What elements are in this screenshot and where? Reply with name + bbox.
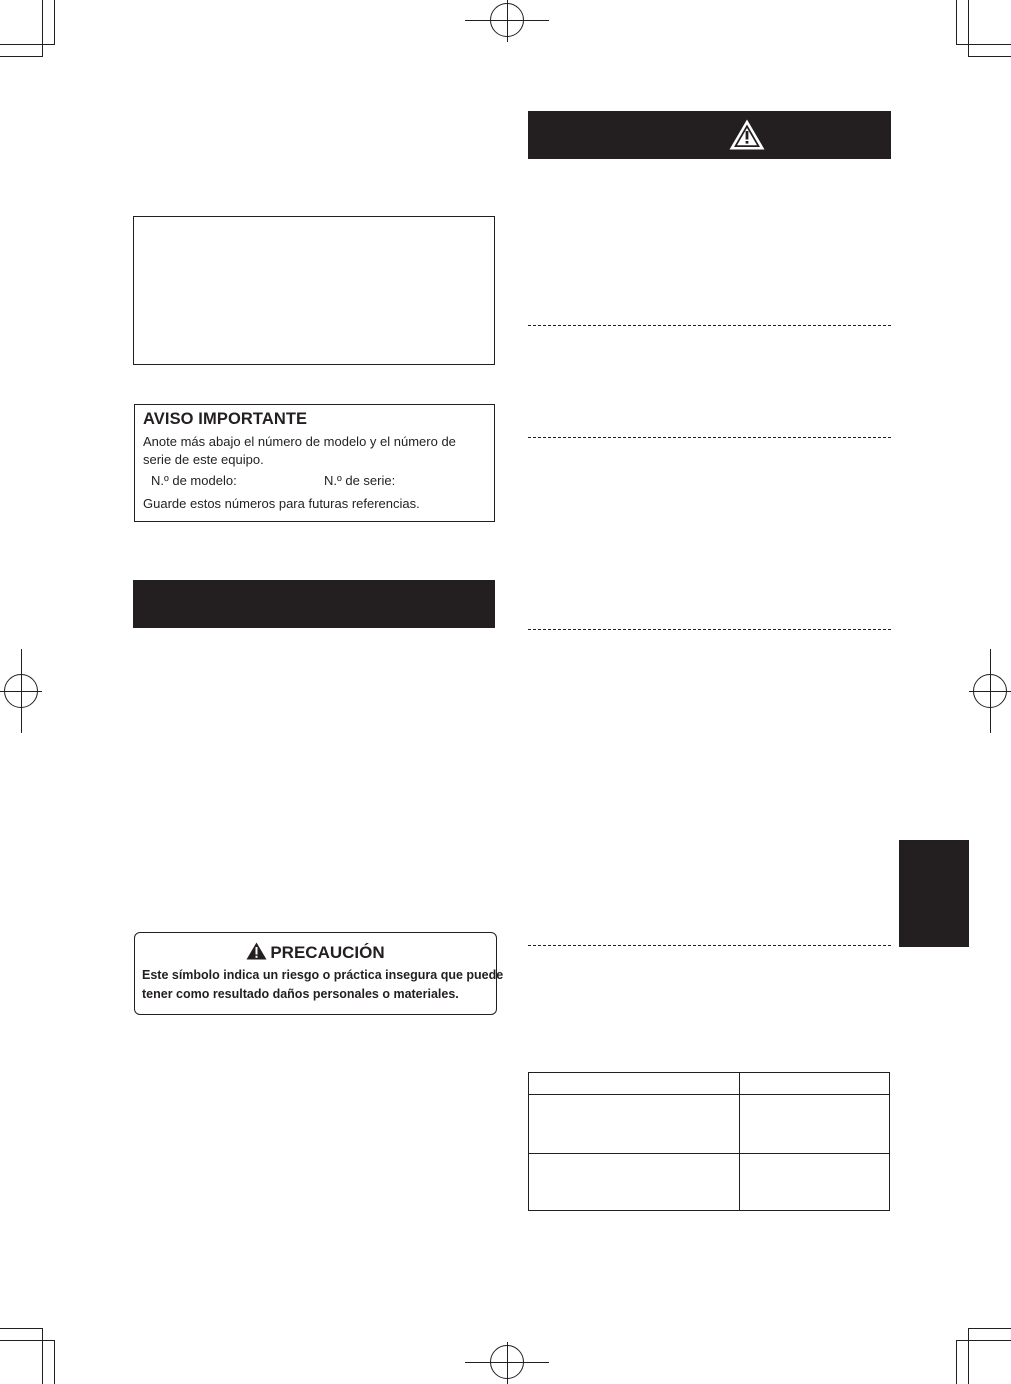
crop-mark-top-right-v2 [968, 0, 969, 57]
crop-mark-bottom-left-h2 [0, 1340, 55, 1341]
caution-line-2: tener como resultado daños personales o materiales. [142, 987, 459, 1001]
crop-mark-bottom-right-h [956, 1340, 1011, 1341]
important-notice-title: AVISO IMPORTANTE [143, 410, 308, 428]
caution-title: PRECAUCIÓN [270, 943, 385, 962]
table-row [529, 1073, 890, 1095]
dashed-separator [528, 629, 891, 630]
crop-mark-top-left-v [42, 0, 43, 57]
table-row [529, 1154, 890, 1211]
dashed-separator [528, 437, 891, 438]
crop-mark-bottom-left-v [42, 1328, 43, 1384]
table-cell [740, 1073, 890, 1095]
crop-mark-top-right-h [956, 44, 1011, 45]
crop-mark-bottom-left-v2 [54, 1340, 55, 1384]
caution-box [134, 932, 504, 1015]
empty-framed-box [133, 216, 495, 365]
dashed-separator [528, 325, 891, 326]
model-number-label: N.º de modelo: [151, 473, 237, 488]
warning-triangle-icon [246, 942, 267, 960]
important-notice-box [134, 404, 495, 522]
section-header-bar [133, 580, 495, 628]
table-cell [740, 1154, 890, 1211]
table-row [529, 1095, 890, 1154]
crop-mark-bottom-left-h [0, 1328, 43, 1329]
warning-triangle-icon [728, 118, 766, 151]
crop-mark-bottom-right-h2 [968, 1328, 1011, 1329]
dashed-separator [528, 945, 891, 946]
important-notice-line-2: serie de este equipo. [143, 452, 264, 467]
caution-line-1: Este símbolo indica un riesgo o práctica insegura que puede [142, 968, 504, 982]
crop-mark-top-right-v [956, 0, 957, 45]
spec-table [528, 1072, 890, 1211]
crop-mark-bottom-right-v2 [968, 1328, 969, 1384]
table-cell [529, 1095, 740, 1154]
crop-mark-top-left-h2 [0, 56, 43, 57]
important-notice-line-1: Anote más abajo el número de modelo y el número de [143, 434, 456, 449]
crop-mark-top-right-h2 [968, 56, 1011, 57]
table-cell [529, 1154, 740, 1211]
important-notice-footer: Guarde estos números para futuras referencias. [143, 496, 420, 511]
table-cell [740, 1095, 890, 1154]
crop-mark-bottom-right-v [956, 1340, 957, 1384]
table-cell [529, 1073, 740, 1095]
warning-header-bar [528, 111, 891, 159]
crop-mark-top-left-h [0, 44, 55, 45]
crop-mark-top-left-v2 [54, 0, 55, 45]
serial-number-label: N.º de serie: [324, 473, 396, 488]
side-language-tab [899, 840, 969, 947]
caution-heading [135, 942, 496, 963]
